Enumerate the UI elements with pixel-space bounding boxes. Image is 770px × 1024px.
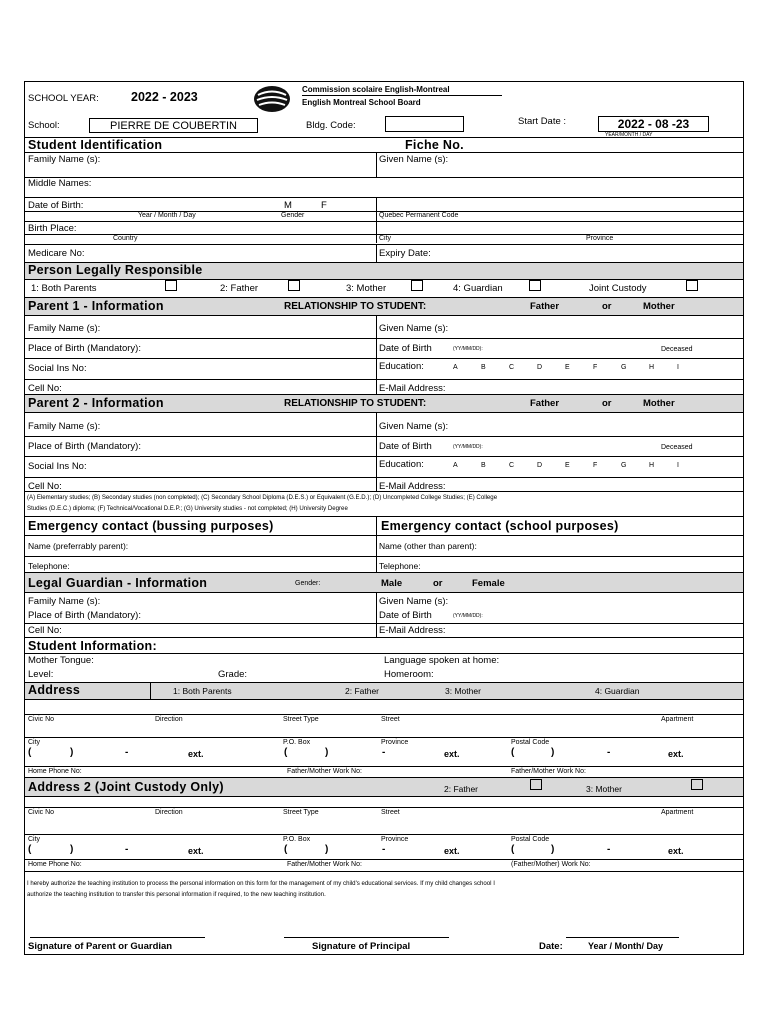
- address2-mother-checkbox[interactable]: [691, 779, 703, 790]
- student-identification-heading: Student Identification: [28, 138, 163, 152]
- birth-place-label[interactable]: Birth Place:: [28, 223, 77, 234]
- home-phone-label: Home Phone No:: [28, 768, 82, 775]
- education-option[interactable]: C: [509, 364, 515, 371]
- education-option[interactable]: B: [481, 462, 486, 469]
- student-given-name-label[interactable]: Given Name (s):: [379, 154, 449, 165]
- education-option[interactable]: G: [621, 364, 627, 371]
- parent1-dob-label[interactable]: Date of Birth: [379, 343, 432, 354]
- parent-signature-label: Signature of Parent or Guardian: [28, 941, 173, 952]
- work2-phone2-label: (Father/Mother) Work No:: [511, 861, 591, 868]
- home-phone2-paren-open: (: [28, 844, 32, 855]
- parent-signature-line[interactable]: [30, 937, 205, 938]
- work-phone2-dash: -: [382, 844, 386, 855]
- address2-father-label: 2: Father: [444, 784, 479, 794]
- education-option[interactable]: E: [565, 462, 570, 469]
- legal-both-parents-label: 1: Both Parents: [31, 283, 97, 294]
- education-option[interactable]: B: [481, 364, 486, 371]
- legal-joint-custody-checkbox[interactable]: [686, 280, 698, 291]
- guardian-female-option[interactable]: Female: [472, 578, 505, 589]
- address2-direction-label[interactable]: Direction: [155, 809, 183, 816]
- work2-phone-dash: -: [607, 747, 611, 758]
- education-option[interactable]: F: [593, 462, 598, 469]
- parent1-cell-label[interactable]: Cell No:: [28, 383, 62, 394]
- parent1-father-option[interactable]: Father: [530, 301, 560, 312]
- education-option[interactable]: D: [537, 462, 543, 469]
- work-phone-ext[interactable]: ext.: [444, 749, 460, 759]
- person-legally-responsible-heading: Person Legally Responsible: [28, 263, 203, 277]
- parent2-father-option[interactable]: Father: [530, 398, 560, 409]
- student-dob-label[interactable]: Date of Birth:: [28, 200, 84, 211]
- education-legend-line1: (A) Elementary studies; (B) Secondary studies (non completed); (C) Secondary School Diploma (D.E.S.) or Equivalent (G.E.D.); (D) Uncompleted College Studies; (E) College: [27, 494, 498, 501]
- level-label[interactable]: Level:: [28, 669, 54, 680]
- address-heading: Address: [28, 683, 81, 697]
- parent2-heading: Parent 2 - Information: [28, 396, 164, 410]
- parent1-pob-label[interactable]: Place of Birth (Mandatory):: [28, 343, 141, 354]
- emergency-school-name-label[interactable]: Name (other than parent):: [379, 541, 477, 551]
- education-option[interactable]: C: [509, 462, 515, 469]
- guardian-male-option[interactable]: Male: [381, 578, 403, 589]
- guardian-or: or: [433, 578, 443, 589]
- education-option[interactable]: D: [537, 364, 543, 371]
- work-phone-paren-close: ): [325, 747, 329, 758]
- emergency-school-telephone-label[interactable]: Telephone:: [379, 561, 421, 571]
- education-option[interactable]: I: [677, 364, 679, 371]
- homeroom-label[interactable]: Homeroom:: [384, 669, 434, 680]
- education-option[interactable]: H: [649, 364, 655, 371]
- work-phone-paren-open: (: [284, 747, 288, 758]
- parent1-given-name-label[interactable]: Given Name (s):: [379, 323, 449, 334]
- education-option[interactable]: E: [565, 364, 570, 371]
- fiche-no-label: Fiche No.: [405, 138, 464, 152]
- grade-label[interactable]: Grade:: [218, 669, 248, 680]
- date-signature-line[interactable]: [566, 937, 679, 938]
- home-phone2-label: Home Phone No:: [28, 861, 82, 868]
- address2-street-type-label[interactable]: Street Type: [283, 809, 319, 816]
- school-year-value: 2022 - 2023: [131, 90, 198, 104]
- principal-signature-line[interactable]: [284, 937, 449, 938]
- guardian-pob-label[interactable]: Place of Birth (Mandatory):: [28, 610, 141, 621]
- date-label: Date:: [539, 941, 563, 952]
- parent1-education-label: Education:: [379, 361, 424, 372]
- work2-phone2-paren-open: (: [511, 844, 515, 855]
- parent1-email-label[interactable]: E-Mail Address:: [379, 383, 446, 394]
- legal-guardian-label: 4: Guardian: [453, 283, 503, 294]
- mother-tongue-label[interactable]: Mother Tongue:: [28, 655, 94, 666]
- address-direction-label[interactable]: Direction: [155, 716, 183, 723]
- start-date-hint: YEAR/MONTH / DAY: [605, 132, 653, 138]
- education-option[interactable]: A: [453, 462, 458, 469]
- guardian-email-label[interactable]: E-Mail Address:: [379, 625, 446, 636]
- work-phone-label: Father/Mother Work No:: [287, 768, 362, 775]
- legal-mother-checkbox[interactable]: [411, 280, 423, 291]
- bldg-code-label: Bldg. Code:: [306, 120, 356, 131]
- work2-phone-label: Father/Mother Work No:: [511, 768, 586, 775]
- legal-father-label: 2: Father: [220, 283, 259, 294]
- parent2-cell-label[interactable]: Cell No:: [28, 481, 62, 492]
- home-phone-paren-close: ): [70, 747, 74, 758]
- address-city-label[interactable]: City: [28, 739, 41, 746]
- work-phone2-paren-open: (: [284, 844, 288, 855]
- guardian-heading: Legal Guardian - Information: [28, 576, 208, 590]
- parent1-relationship-label: RELATIONSHIP TO STUDENT:: [284, 301, 427, 312]
- address2-province-label[interactable]: Province: [381, 836, 409, 843]
- parent1-or: or: [602, 301, 612, 312]
- start-date-field[interactable]: 2022 - 08 -23: [598, 116, 709, 132]
- legal-guardian-checkbox[interactable]: [529, 280, 541, 291]
- guardian-gender-label: Gender:: [295, 580, 321, 587]
- medicare-label[interactable]: Medicare No:: [28, 248, 85, 259]
- education-option[interactable]: F: [593, 364, 598, 371]
- address-postal-label[interactable]: Postal Code: [511, 739, 550, 746]
- address-civic-label[interactable]: Civic No: [28, 716, 55, 723]
- dob-hint: Year / Month / Day: [138, 212, 196, 219]
- legal-both-parents-checkbox[interactable]: [165, 280, 177, 291]
- address2-civic-label[interactable]: Civic No: [28, 809, 55, 816]
- address2-heading: Address 2 (Joint Custody Only): [28, 780, 224, 794]
- education-option[interactable]: I: [677, 462, 679, 469]
- city-hint: City: [379, 235, 392, 242]
- parent2-relationship-label: RELATIONSHIP TO STUDENT:: [284, 398, 427, 409]
- parent2-mother-option[interactable]: Mother: [643, 398, 675, 409]
- emergency-school-heading: Emergency contact (school purposes): [381, 519, 619, 533]
- home-phone-dash: -: [125, 747, 129, 758]
- school-year-label: SCHOOL YEAR:: [28, 93, 99, 104]
- parent2-education-label: Education:: [379, 459, 424, 470]
- work2-phone2-dash: -: [607, 844, 611, 855]
- student-family-name-label[interactable]: Family Name (s):: [28, 154, 101, 165]
- education-option[interactable]: G: [621, 462, 627, 469]
- work2-phone-paren-open: (: [511, 747, 515, 758]
- address2-postal-label[interactable]: Postal Code: [511, 836, 550, 843]
- address-street-label[interactable]: Street: [381, 716, 400, 723]
- work2-phone2-paren-close: ): [551, 844, 555, 855]
- principal-signature-label: Signature of Principal: [312, 941, 411, 952]
- address-pobox-label[interactable]: P.O. Box: [283, 739, 311, 746]
- address2-mother-label: 3: Mother: [586, 784, 622, 794]
- gender-m[interactable]: M: [284, 200, 292, 211]
- address-guardian-option[interactable]: 4: Guardian: [595, 686, 640, 696]
- parent2-pob-label[interactable]: Place of Birth (Mandatory):: [28, 441, 141, 452]
- parent2-sin-label[interactable]: Social Ins No:: [28, 461, 87, 472]
- home-phone2-dash: -: [125, 844, 129, 855]
- address-father-option[interactable]: 2: Father: [345, 686, 380, 696]
- guardian-dob-hint: (YY/MM/DD):: [453, 613, 483, 619]
- work2-phone-paren-close: ): [551, 747, 555, 758]
- emergency-bus-telephone-label[interactable]: Telephone:: [28, 561, 70, 571]
- home-phone-paren-open: (: [28, 747, 32, 758]
- country-hint: Country: [113, 235, 138, 242]
- parent2-dob-label[interactable]: Date of Birth: [379, 441, 432, 452]
- parent2-email-label[interactable]: E-Mail Address:: [379, 481, 446, 492]
- guardian-dob-label[interactable]: Date of Birth: [379, 610, 432, 621]
- enrollment-form: [24, 81, 744, 955]
- address-both-parents-option[interactable]: 1: Both Parents: [173, 686, 232, 696]
- permanent-code-hint: Quebec Permanent Code: [379, 212, 459, 219]
- education-option[interactable]: H: [649, 462, 655, 469]
- gender-f[interactable]: F: [321, 200, 327, 211]
- student-middle-names-label[interactable]: Middle Names:: [28, 178, 92, 189]
- legal-mother-label: 3: Mother: [346, 283, 387, 294]
- address-mother-option[interactable]: 3: Mother: [445, 686, 481, 696]
- address2-city-label[interactable]: City: [28, 836, 41, 843]
- parent2-or: or: [602, 398, 612, 409]
- parent2-deceased-option[interactable]: Deceased: [661, 444, 693, 451]
- parent1-family-name-label[interactable]: Family Name (s):: [28, 323, 101, 334]
- province-hint: Province: [586, 235, 614, 242]
- work2-phone2-ext[interactable]: ext.: [668, 846, 684, 856]
- bldg-code-field[interactable]: [385, 116, 464, 132]
- language-home-label[interactable]: Language spoken at home:: [384, 655, 500, 666]
- address2-pobox-label[interactable]: P.O. Box: [283, 836, 311, 843]
- parent1-dob-hint: (YY/MM/DD):: [453, 346, 483, 352]
- home-phone2-paren-close: ): [70, 844, 74, 855]
- address2-apartment-label[interactable]: Apartment: [661, 809, 694, 816]
- education-legend-line2: Studies (D.E.C.) diploma; (F) Technical/Vocational D.E.P.; (G) University studies - not completed; (H) University Degree: [27, 505, 348, 512]
- school-name-field[interactable]: PIERRE DE COUBERTIN: [89, 118, 258, 133]
- school-board-logo-icon: [252, 84, 292, 114]
- emergency-bus-name-label[interactable]: Name (preferrably parent):: [28, 541, 129, 551]
- parent1-heading: Parent 1 - Information: [28, 299, 164, 313]
- work-phone2-label: Father/Mother Work No:: [287, 861, 362, 868]
- expiry-date-label[interactable]: Expiry Date:: [379, 248, 431, 259]
- school-label: School:: [28, 120, 60, 131]
- guardian-family-name-label[interactable]: Family Name (s):: [28, 596, 101, 607]
- address2-father-checkbox[interactable]: [530, 779, 542, 790]
- parent1-mother-option[interactable]: Mother: [643, 301, 675, 312]
- parent1-sin-label[interactable]: Social Ins No:: [28, 363, 87, 374]
- address-province-label[interactable]: Province: [381, 739, 409, 746]
- authorization-line1: I hereby authorize the teaching institution to process the personal information on this form for the management of my child's educational services. If my child changes school I: [27, 880, 495, 887]
- home-phone-ext[interactable]: ext.: [188, 749, 204, 759]
- start-date-label: Start Date :: [518, 116, 567, 127]
- address-apartment-label[interactable]: Apartment: [661, 716, 694, 723]
- address2-street-label[interactable]: Street: [381, 809, 400, 816]
- guardian-given-name-label[interactable]: Given Name (s):: [379, 596, 449, 607]
- work-phone-dash: -: [382, 747, 386, 758]
- guardian-cell-label[interactable]: Cell No:: [28, 625, 62, 636]
- gender-hint: Gender: [281, 212, 305, 219]
- parent2-dob-hint: (YY/MM/DD):: [453, 444, 483, 450]
- home-phone2-ext[interactable]: ext.: [188, 846, 204, 856]
- education-option[interactable]: A: [453, 364, 458, 371]
- work2-phone-ext[interactable]: ext.: [668, 749, 684, 759]
- board-name-fr: Commission scolaire English-Montreal: [302, 85, 450, 94]
- board-divider: [302, 95, 502, 96]
- address-street-type-label[interactable]: Street Type: [283, 716, 319, 723]
- legal-joint-custody-label: Joint Custody: [589, 283, 647, 294]
- parent2-family-name-label[interactable]: Family Name (s):: [28, 421, 101, 432]
- parent1-deceased-option[interactable]: Deceased: [661, 346, 693, 353]
- board-name-en: English Montreal School Board: [302, 98, 421, 107]
- work-phone2-ext[interactable]: ext.: [444, 846, 460, 856]
- legal-father-checkbox[interactable]: [288, 280, 300, 291]
- date-hint: Year / Month/ Day: [588, 941, 664, 951]
- work-phone2-paren-close: ): [325, 844, 329, 855]
- student-information-heading: Student Information:: [28, 639, 157, 653]
- authorization-line2: authorize the teaching institution to transfer this personal information if required, to the new teaching institution.: [27, 891, 326, 898]
- parent2-given-name-label[interactable]: Given Name (s):: [379, 421, 449, 432]
- emergency-bussing-heading: Emergency contact (bussing purposes): [28, 519, 274, 533]
